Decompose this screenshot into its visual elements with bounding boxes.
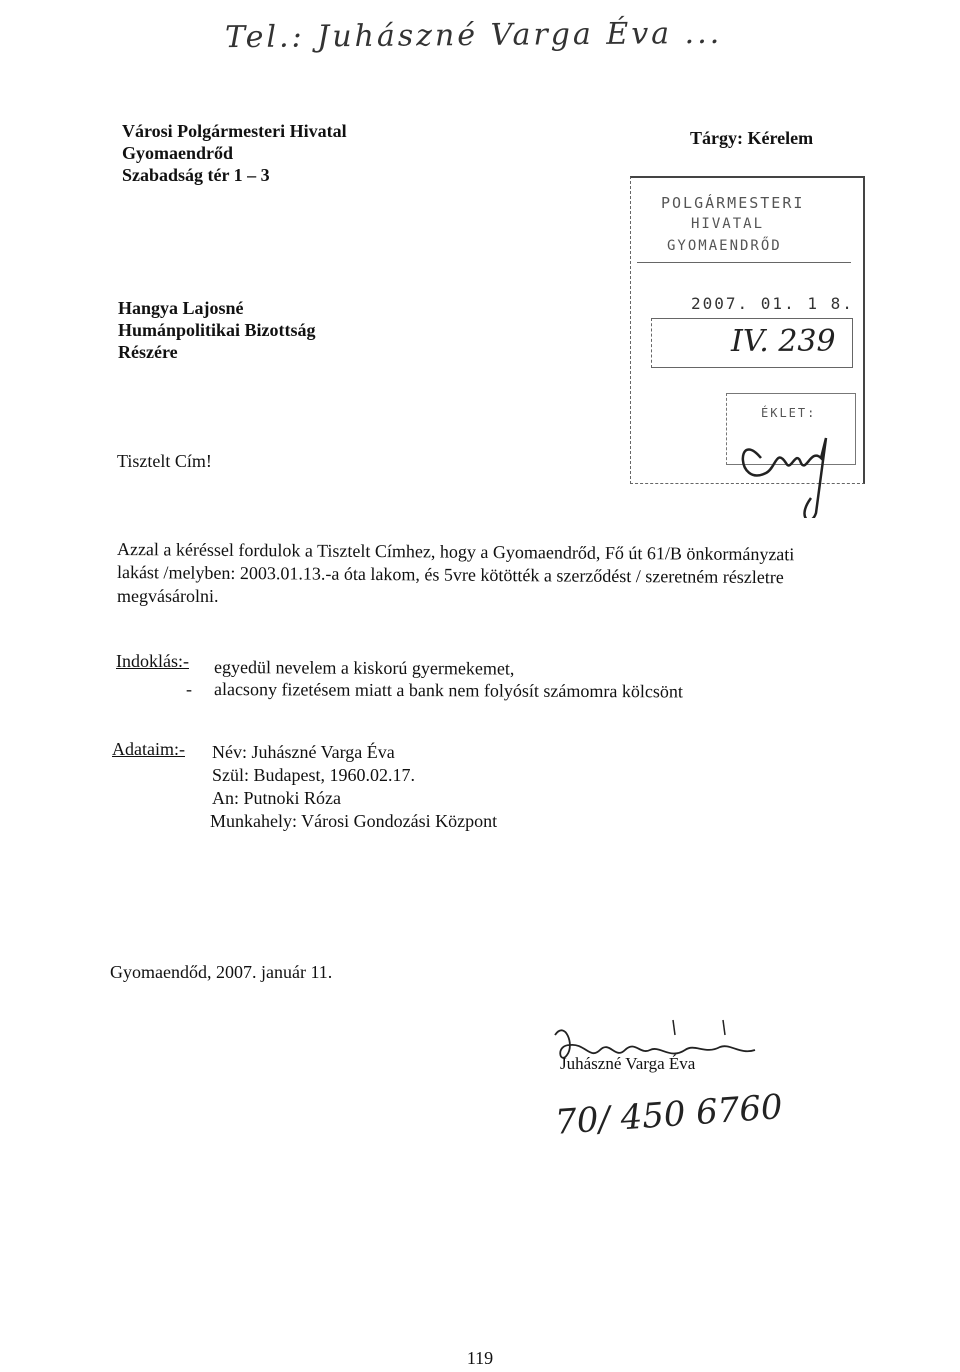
stamp-signature-icon: [731, 418, 861, 518]
personal-data-label: Adataim:-: [112, 739, 185, 759]
justification-dash: -: [186, 679, 192, 699]
justification-label: Indoklás:-: [116, 651, 189, 671]
place-date: Gyomaendőd, 2007. január 11.: [110, 962, 333, 982]
stamp-line2: HIVATAL: [691, 216, 765, 232]
personal-birth: Szül: Budapest, 1960.02.17.: [212, 765, 415, 785]
body-line-2: lakást /melyben: 2003.01.13.-a óta lakom, és 5vre kötötték a szerződést / szeretném részletre: [116, 562, 784, 588]
sender-address: Szabadság tér 1 – 3: [122, 165, 270, 185]
handwritten-phone: 70/ 450 6760: [553, 1087, 784, 1143]
sender-city: Gyomaendrőd: [122, 143, 234, 163]
stamp-date: 2007. 01. 1 8.: [691, 294, 854, 313]
personal-name: Név: Juhászné Varga Éva: [212, 742, 395, 762]
personal-workplace: Munkahely: Városi Gondozási Központ: [210, 811, 498, 831]
salutation: Tisztelt Cím!: [117, 451, 212, 471]
handwritten-note: Tel.: Juhászné Varga Éva ...: [224, 15, 723, 56]
stamp-registration-number: IV. 239: [731, 324, 836, 359]
personal-mother: An: Putnoki Róza: [212, 788, 341, 808]
stamp-line3: GYOMAENDRŐD: [667, 238, 782, 254]
page-number: 119: [466, 1348, 494, 1368]
recipient-name: Hangya Lajosné: [118, 298, 244, 318]
stamp-line1: POLGÁRMESTERI: [661, 194, 805, 212]
recipient-for: Részére: [118, 342, 178, 362]
body-line-1: Azzal a kéréssel fordulok a Tisztelt Címhez, hogy a Gyomaendrőd, Fő út 61/B önkormányzati: [116, 539, 795, 565]
sender-name: Városi Polgármesteri Hivatal: [122, 121, 347, 141]
registration-stamp: [630, 176, 865, 484]
justification-item-2: alacsony fizetésem miatt a bank nem folyósít számomra kölcsönt: [213, 679, 683, 702]
recipient-committee: Humánpolitikai Bizottság: [118, 320, 316, 340]
body-line-3: megvásárolni.: [117, 586, 219, 606]
justification-item-1: egyedül nevelem a kiskorú gyermekemet,: [213, 657, 515, 679]
stamp-label: ÉKLET:: [761, 406, 817, 420]
subject: Tárgy: Kérelem: [690, 128, 814, 148]
signature-typed-name: Juhászné Varga Éva: [560, 1054, 696, 1073]
